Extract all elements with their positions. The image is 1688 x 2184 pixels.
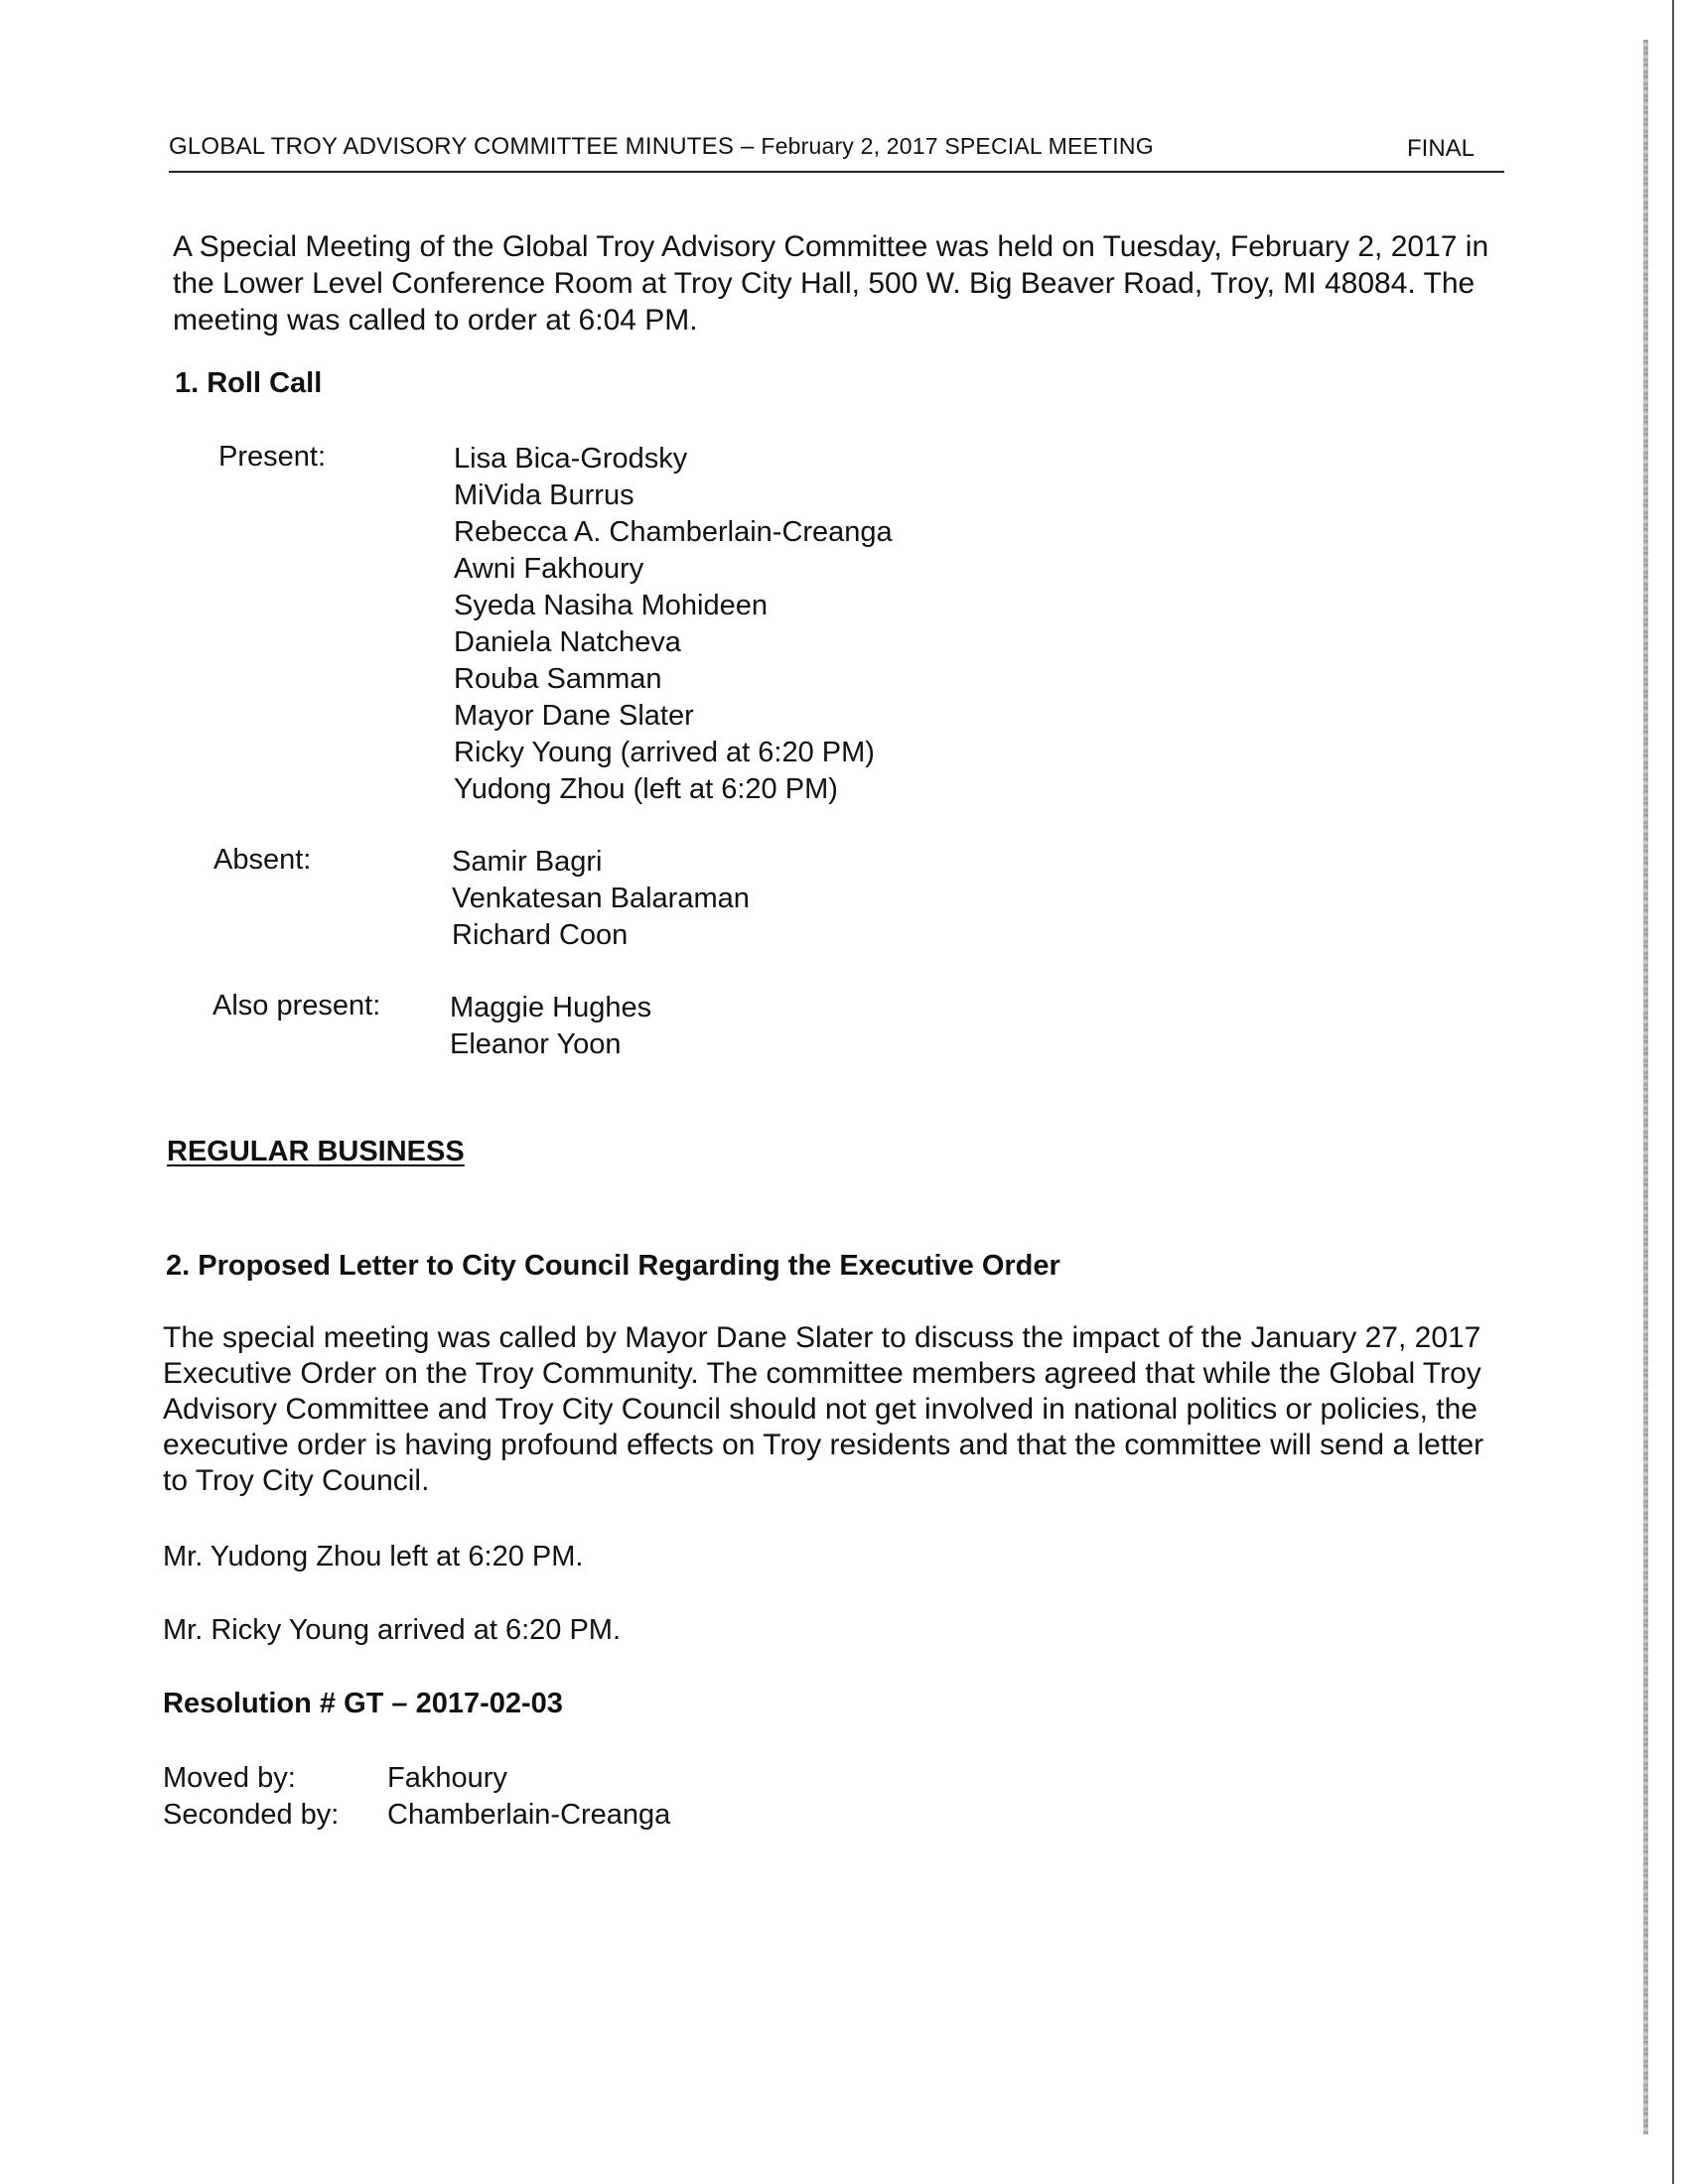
present-member: Yudong Zhou (left at 6:20 PM)	[454, 773, 838, 805]
seconded-label: Seconded by:	[163, 1799, 340, 1831]
item2-body: The special meeting was called by Mayor Dane Slater to discuss the impact of the January 27, 2017 Executive Order on the Troy Community. The committee members agreed that while the Global Troy Advisory Committee and Troy City Council should not get involved in national politics or policies, the executive order is having profound effects on Troy residents and that the committee will send a letter to Troy City Council.	[163, 1321, 1484, 1497]
header-status: FINAL	[1406, 135, 1475, 162]
present-member: Syeda Nasiha Mohideen	[454, 590, 768, 621]
header-date: February 2, 2017 SPECIAL MEETING	[761, 133, 1154, 159]
moved-value: Fakhoury	[387, 1762, 507, 1794]
item2-heading: 2. Proposed Letter to City Council Regarding the Executive Order	[166, 1250, 1060, 1282]
note-young-arrived: Mr. Ricky Young arrived at 6:20 PM.	[163, 1614, 621, 1646]
present-member: Rebecca A. Chamberlain-Creanga	[454, 516, 893, 548]
also-present-list	[450, 990, 651, 1063]
present-label: Present:	[218, 441, 326, 473]
roll-call-heading: 1. Roll Call	[175, 367, 323, 399]
resolution-heading: Resolution # GT – 2017-02-03	[163, 1688, 563, 1719]
absent-label: Absent:	[213, 844, 312, 876]
header-separator: –	[740, 133, 755, 160]
present-member: Ricky Young (arrived at 6:20 PM)	[454, 737, 875, 768]
present-member: Lisa Bica-Grodsky	[454, 443, 688, 475]
intro-paragraph: A Special Meeting of the Global Troy Advisory Committee was held on Tuesday, February 2, 2017 in the Lower Level Conference Room at Troy City Hall, 500 W. Big Beaver Road, Troy, MI 48084. The meeting was called to order at 6:04 PM.	[173, 230, 1489, 337]
present-member: Rouba Samman	[454, 663, 662, 695]
absent-member: Richard Coon	[452, 919, 629, 951]
absent-member: Venkatesan Balaraman	[452, 883, 750, 914]
also-present-member: Maggie Hughes	[450, 992, 652, 1024]
seconded-value: Chamberlain-Creanga	[387, 1799, 671, 1831]
header-title-line	[169, 133, 1154, 161]
absent-list	[452, 844, 750, 954]
also-present-label: Also present:	[212, 990, 381, 1022]
note-zhou-left: Mr. Yudong Zhou left at 6:20 PM.	[163, 1541, 584, 1572]
scan-border-line	[1672, 0, 1674, 2184]
page-header	[169, 133, 1504, 173]
regular-business-heading: REGULAR BUSINESS	[167, 1136, 465, 1167]
present-member: Daniela Natcheva	[454, 626, 681, 658]
present-list	[454, 441, 893, 808]
also-present-member: Eleanor Yoon	[450, 1028, 622, 1060]
present-member: MiVida Burrus	[454, 479, 634, 511]
present-member: Awni Fakhoury	[454, 553, 644, 585]
moved-label: Moved by:	[163, 1762, 296, 1794]
header-title: GLOBAL TROY ADVISORY COMMITTEE MINUTES	[169, 133, 735, 160]
scan-edge-artifact	[1643, 40, 1648, 2134]
absent-member: Samir Bagri	[452, 846, 603, 878]
present-member: Mayor Dane Slater	[454, 700, 694, 732]
